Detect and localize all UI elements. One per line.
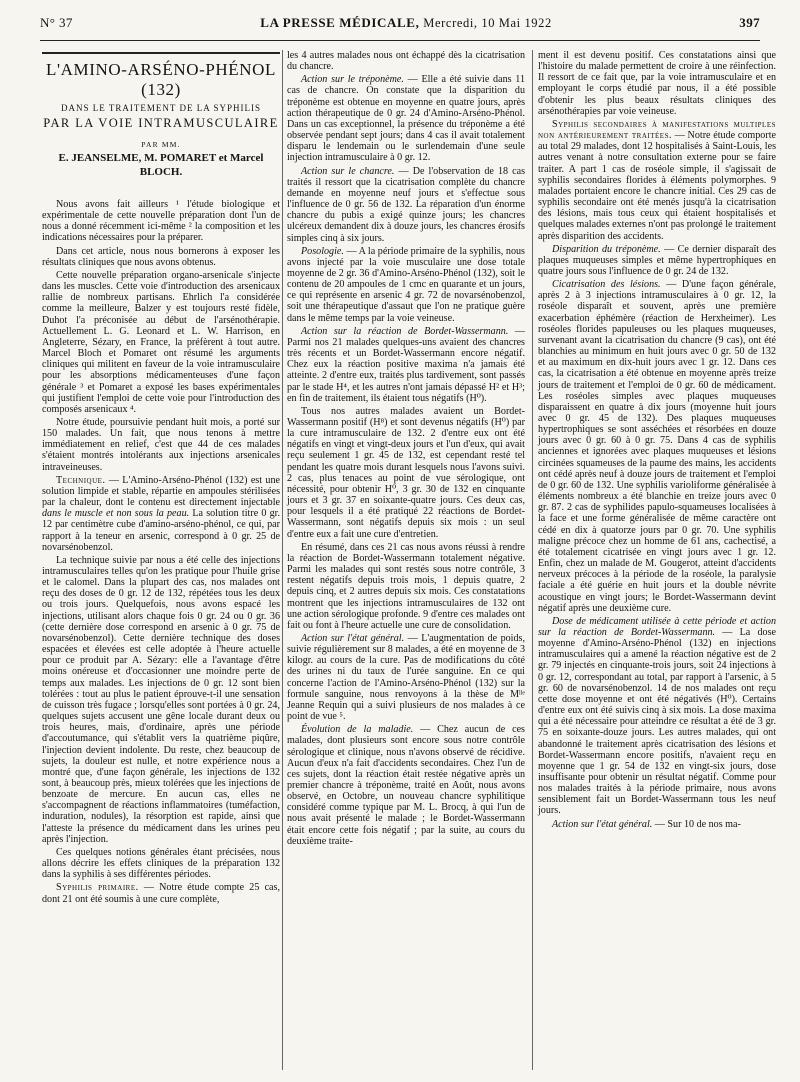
journal-name: LA PRESSE MÉDICALE, <box>260 14 420 30</box>
paragraph: En résumé, dans ces 21 cas nous avons réussi à rendre la réaction de Bordet-Wassermann totalement négative. Parmi les malades qui sont restés sous notre contrôle, 3 restent négatifs depuis trois mois, 1 depuis quatre, 2 depuis cinq, et 2 autres depuis six mois. Ces constatations montrent que les injections intramusculaires de 132 ont une action sérologique profonde. 9 d'entre ces malades ont fait ou font à l'heure actuelle une cure de consolidation. <box>287 541 525 631</box>
paragraph: Dans cet article, nous nous bornerons à exposer les résultats cliniques que nous avons obtenus. <box>42 245 280 268</box>
paragraph: Action sur l'état général. — L'augmentation de poids, suivie régulièrement sur 8 malades, a été en moyenne de 3 kilogr. au cours de la cure. Pas de modifications du côté des urines ni du taux de l'urée sanguine. En ce qui concerne l'action de l'Amino-Arséno-Phénol (132) sur la formule sanguine, nous renvoyons à la thèse de Mˡˡᵉ Jeanne Requin qui a suivi plusieurs de nos malades à ce point de vue ⁵. <box>287 632 525 723</box>
paragraph: Nous avons fait ailleurs ¹ l'étude biologique et expérimentale de cette nouvelle préparation dont l'un de nous a donné récemment ici-même ² la composition et les indications nécessaires pour la préparer. <box>42 199 280 244</box>
paragraph: Cicatrisation des lésions. — D'une façon générale, après 2 à 3 injections intramusculaires à 0 gr. 12, la roséole disparaît et souvent, après une première exacerbation éphémère (réaction de Herxheimer). Les roséoles florides papuleuses ou les plaques muqueuses, survenant avant la cicatrisation du chancre (9 cas), ont été blanchies au minimum en huit jours avec 0 gr. 50 de 132 et au maximum en dix-huit jours avec 1 gr. 12. Dans ces cas, la cicatrisation a été obtenue en moyenne après treize jours de traitement et l'emploi de 0 gr. 60 de médicament. Les roséoles simples avec plaques muqueuses disparaissent en quatre à dix jours (moyenne huit jours avec 0 gr. 45 de 132). Des plaques muqueuses hypertrophiques se sont asséchées et résorbées en douze jours avec 0 gr. 60 à 0 gr. 75. Dans 4 cas de syphilis anciennes et ignorées avec plaques muqueuses et lésions circinées squameuses de la paume des mains, les accidents ont cédé après neuf à douze jours de traitement et l'emploi de 0 gr. 60 de 132. Une syphilis varioliforme généralisée à éléments nombreux a été blanchie en treize jours avec 0 gr. 87. 2 cas de syphilides papulo-squameuses localisées à la face et une forme généralisée de même caractère ont cédé en dix à quatorze jours par 0 gr. 70. Une syphilis maligne précoce chez un homme de 61 ans, cachectisé, a été totalement cicatrisée en vingt jours avec 1 gr. 12. Enfin, chez un malade de M. Gougerot, atteint d'accidents nerveux précoces à la période de la roséole, la paralysie faciale a été guérie en huit jours et la double névrite acoustique en vingt jours; le Bordet-Wassermann devint négatif après une deuxième cure. <box>538 279 776 614</box>
subheading: Action sur le chancre. <box>301 165 395 177</box>
paragraph: Action sur le tréponème. — Elle a été suivie dans 11 cas de chancre. On constate que la disparition du tréponème est obtenue en moyenne en quatre jours, après action thérapeutique de 0 gr. 24 d'Amino-Arséno-Phénol. Dans un cas exceptionnel, la présence du tréponème a été observée pendant sept jours; dans 4 cas il avait totalement disparu le lendemain ou le surlendemain d'une seule injection intramusculaire à 0 gr. 12. <box>287 74 525 164</box>
article-subtitle: DANS LE TRAITEMENT DE LA SYPHILIS <box>61 103 261 113</box>
paragraph: Dose de médicament utilisée à cette période et action sur la réaction de Bordet-Wassermann. — La dose moyenne d'Amino-Arséno-Phénol (132) en injections intramusculaires qui a amené la réaction négative est de 2 gr. 79 injectés en cinquante-trois jours, soit 24 injections à 0 gr. 12, correspondant au total, par rapport à l'arsenic, à 5 gr. 60 de novarsénobenzol. 14 de nos malades ont reçu cette dose moyenne et ont été négativés (H⁰). Certains d'entre eux ont été suivis cinq à six mois. La dose maxima qui a été nécessaire pour atteindre ce résultat a été de 3 gr. 75 en soixante-douze jours. Les autres malades, qui ont abandonné le traitement après cicatrisation des lésions et Bordet-Wassermann encore positifs, n'avaient reçu en moyenne que 1 gr. 54 de 132 en vingt-six jours, dose insuffisante pour obtenir un résultat négatif. Comme pour nos malades traités à la période primaire, nous avons sensiblement fait un Bordet-Wassermann tous les neuf jours. <box>538 615 777 817</box>
column-2 <box>287 50 525 849</box>
page-number: 397 <box>739 15 760 31</box>
article-subtitle-2: PAR LA VOIE INTRAMUSCULAIRE <box>43 116 279 130</box>
subheading: Cicatrisation des lésions. <box>552 279 661 291</box>
paragraph: Notre étude, poursuivie pendant huit mois, a porté sur 150 malades. Un fait, que nous tenons à mettre immédiatement en relief, c'est que 44 de ces malades s'étaient montrés intolérants aux injections arsenicales intraveineuses. <box>42 416 280 473</box>
paragraph: Ces quelques notions générales étant précisées, nous allons décrire les effets cliniques de la préparation 132 dans la syphilis à ses différentes périodes. <box>42 846 280 881</box>
subheading: Action sur la réaction de Bordet-Wassermann. <box>301 325 509 337</box>
paragraph: Syphilis secondaires à manifestations multiples non antérieurement traitées. — Notre étude comporte au total 29 malades, dont 12 hospitalisés à Saint-Louis, les autres venant à notre consultation externe pour se faire traiter. A part 1 cas de roséole simple, il s'agissait de syphilis secondaires florides à éléments polymorphes. 9 malades portaient encore le chancre initial. Ces 29 cas de syphilis secondaire ont été menés jusqu'à la cicatrisation des lésions, mais tous ceux qui étaient hospitalisés et quelques malades externes n'ont pas prolongé le traitement après disparition des accidents. <box>538 118 776 242</box>
article-authors: E. JEANSELME, M. POMARET et Marcel BLOCH. <box>58 152 264 178</box>
paragraph: Disparition du tréponème. — Ce dernier disparaît des plaques muqueuses simples et même hypertrophiques en quatre jours sous l'influence de 0 gr. 24 de 132. <box>538 243 776 277</box>
paragraph: Syphilis primaire. — Notre étude compte 25 cas, dont 21 ont été soumis à une cure complète, <box>42 882 280 905</box>
paragraph: La technique suivie par nous a été celle des injections intramusculaires telles qu'on les pratique pour l'huile grise et le calomel. Dans la plupart des cas, nos malades ont reçu des doses de 0 gr. 12 de 132, répétées tous les deux ou trois jours. Quelquefois, nous avons espacé les injections, utilisant alors chaque fois 0 gr. 24 ou 0 gr. 36 (cette dernière dose correspond en arsenic à 0 gr. 75 de novarsénobenzol). Cette dernière technique des doses espacées et élevées est celle adoptée à l'heure actuelle pour ce produit par A. Sézary: elle a l'avantage d'être moins onéreuse et d'occasionner une moindre perte de temps aux malades. Les injections de 0 gr. 12 sont bien tolérées : tout au plus le patient éprouve-t-il une sensation de cuisson très fugace ; lorsqu'elles sont portées à 0 gr. 24, quelques sujets accusent une gêne locale durant deux ou trois heures, mais, d'ordinaire, après une période d'accoutumance, qui s'établit vers la quatrième piqûre, l'injection devient indolente. Du reste, chez beaucoup de sujets, la douleur est nulle, et notre expérience nous a montré que, d'une façon générale, les injections de 132 sont, à beaucoup près, mieux tolérées que les injections de benzoate de mercure. En aucun cas, elles ne s'accompagnent de réactions inflammatoires (tuméfaction, induration, nodules), la résorption est rapide, ainsi que l'atteste la présence du médicament dans les urines peu après l'injection. <box>42 554 280 845</box>
subheading: Action sur l'état général. <box>301 632 405 644</box>
subheading: Action sur le tréponème. <box>301 74 404 86</box>
subheading: Évolution de la maladie. <box>301 724 414 736</box>
article-title: L'AMINO-ARSÉNO-PHÉNOL (132) <box>42 52 280 100</box>
paragraph: ment il est devenu positif. Ces constatations ainsi que l'histoire du malade permettent de croire à une réinfection. Il ressort de ce fait que, par la voie intramusculaire et en employant le corps étudié par nous, il a été possible d'obtenir les plus beaux résultats cliniques des arsénothérapies par voie veineuse. <box>538 50 776 117</box>
masthead <box>260 14 552 30</box>
paragraph: Technique. — L'Amino-Arséno-Phénol (132) est une solution limpide et stable, répartie en ampoules stérilisées par la chaleur, dont le contenu est directement injectable dans le muscle et non sous la peau. La solution titre 0 gr. 12 par centimètre cube d'amino-arséno-phénol, ce qui, par rapport à la teneur en arsenic, correspond à 0 gr. 25 de novarsénobenzol. <box>42 474 281 553</box>
paragraph: Tous nos autres malades avaient un Bordet-Wassermann positif (H⁸) et sont devenus négatifs (H⁰) par la cure intramusculaire de 132. 2 d'entre eux ont été négatifs en vingt et vingt-deux jours et l'un d'eux, qui avait reçu seulement 1 gr. 45 de 132, est cependant resté tel pendant les quatre mois durant lesquels nous l'avons suivi. 2 cas, plus tenaces au point de vue sérologique, ont nécessité, pour obtenir H⁰, 3 gr. 30 de 132 en cinquante jours et 3 gr. 37 en soixante-quatre jours. Ces deux cas, pour lesquels il a été pratiqué 22 réactions de Bordet-Wassermann, sont négatifs depuis six mois : un seul d'entre eux a fait une cure d'entretien. <box>287 405 525 540</box>
column-divider <box>282 50 283 1070</box>
subheading: Disparition du tréponème. <box>552 243 661 255</box>
section-heading: Technique. <box>56 474 106 486</box>
paragraph: Posologie. — A la période primaire de la syphilis, nous avons injecté par la voie musculaire une dose totale moyenne de 2 gr. 36 d'Amino-Arséno-Phénol (132), soit le contenu de 20 ampoules de 1 cmc en quarante et un jours, ce qui représente en arsenic 4 gr. 72 de novarsénobenzol, soit une thérapeutique d'assaut que l'on ne pratique guère dans le même temps par la voie veineuse. <box>287 245 525 324</box>
paragraph: Évolution de la maladie. — Chez aucun de ces malades, dont plusieurs sont encore sous notre contrôle sérologique et clinique, nous n'avons observé de récidive. Aucun d'eux n'a fait d'accidents secondaires. Chez l'un de ces sujets, dont la réaction était restée négative après un premier chancre à tréponème, traité en Août, nous avons observé, en Octobre, un nouveau chancre syphilitique considéré comme typique par M. L. Brocq, à qui l'un de nous avait présenté le malade ; le Bordet-Wassermann était encore cette fois négatif ; par la suite, au cours du deuxième traite- <box>287 724 525 847</box>
issue-number: N° 37 <box>40 15 73 31</box>
subheading: Posologie. <box>301 245 344 257</box>
section-heading: Syphilis secondaires à manifestations multiples non antérieurement traitées. <box>538 118 776 142</box>
paragraph: Action sur le chancre. — De l'observation de 18 cas traités il ressort que la cicatrisation complète du chancre demande en moyenne neuf jours et s'effectue sous l'influence de 0 gr. 56 de 132. La réparation d'un énorme chancre du pubis a exigé quinze jours; les chancres ulcéreux demandent dix à douze jours, les chancres érosifs simples cinq à six jours. <box>287 165 525 244</box>
paragraph: Cette nouvelle préparation organo-arsenicale s'injecte dans les muscles. Cette voie d'introduction des arsenicaux rallie de nombreux partisans. Ehrlich l'a considérée comme la meilleure, Balzer y est toujours resté fidèle, Duhot l'a préconisée au début de l'arsénothérapie. Actuellement L. G. Leonard et L. W. Harrison, en Angleterre, Sézary, en France, la préfèrent à tout autre. Marcel Bloch et Pomaret ont résumé les arguments cliniques qui militent en faveur de la voie intramusculaire pour les absorptions médicamenteuses d'une façon générale ³ et Pomaret a exposé les bases expérimentales qui justifient l'emploi de cette voie pour l'introduction des composés arsenicaux ⁴. <box>42 269 280 415</box>
byline-prefix: PAR MM. <box>141 140 181 149</box>
column-3 <box>538 50 776 832</box>
subheading: Dose de médicament utilisée à cette période et action sur la réaction de Bordet-Wassermann. <box>538 615 776 638</box>
paragraph: Action sur l'état général. — Sur 10 de nos ma- <box>552 818 741 830</box>
column-1 <box>42 50 280 907</box>
subheading: Action sur l'état général. <box>552 818 653 830</box>
column-divider <box>532 50 533 1070</box>
section-heading: Syphilis primaire. <box>56 882 139 894</box>
running-head <box>40 6 760 41</box>
issue-date: Mercredi, 10 Mai 1922 <box>423 15 552 30</box>
paragraph: les 4 autres malades nous ont échappé dès la cicatrisation du chancre. <box>287 50 525 73</box>
paragraph: Action sur la réaction de Bordet-Wassermann. — Parmi nos 21 malades quelques-uns avaient des chancres très récents et un Bordet-Wassermann encore négatif. Chez eux la réaction positive maxima n'a jamais été atteinte. 2 d'entre eux, traités plus tardivement, sont passés par le stade H⁴, et les autres n'ont jamais dépassé H² et H³; en fin de traitement, ils étaient tous négatifs (H⁰). <box>287 325 525 404</box>
